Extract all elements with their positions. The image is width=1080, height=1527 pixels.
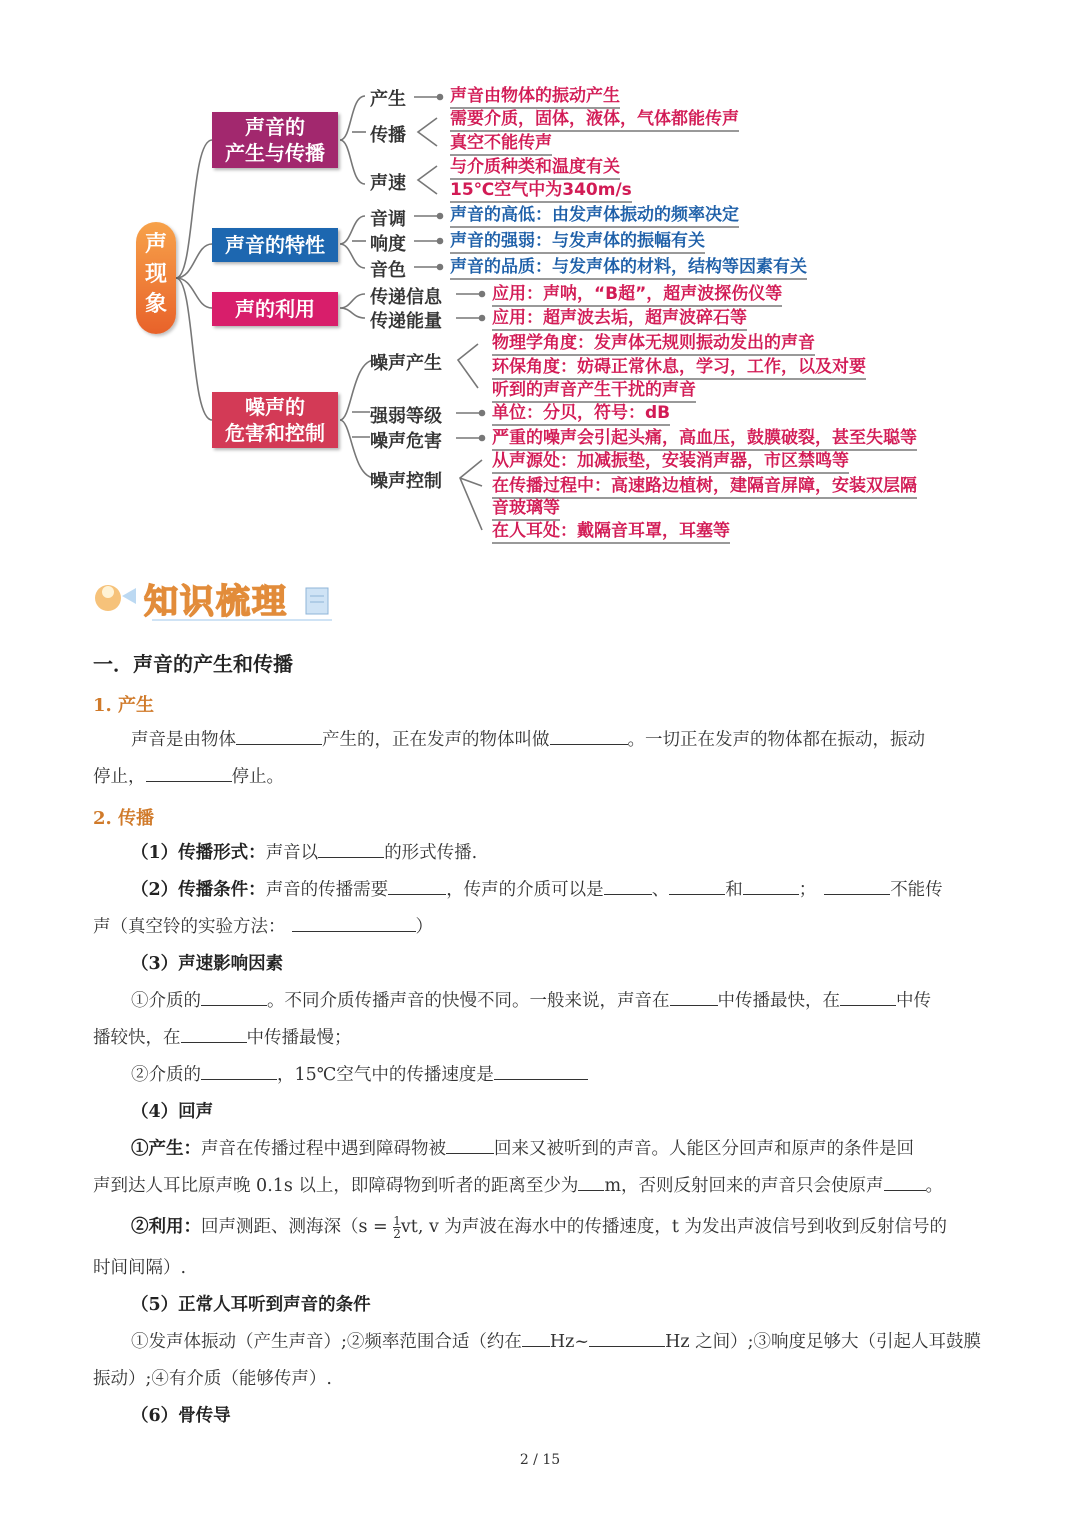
text: 和: [725, 880, 743, 900]
text: 产生的，正在发声的物体叫做: [322, 730, 550, 750]
fill-blank[interactable]: [494, 1063, 588, 1080]
text: 。一切正在发声的物体都在振动，振动: [627, 730, 925, 750]
leaf: 声音的强弱：与发声体的振幅有关: [450, 231, 705, 254]
text: ，15℃空气中的传播速度是: [277, 1065, 494, 1085]
leaf: 真空不能传声: [450, 133, 552, 156]
fill-blank[interactable]: [388, 878, 446, 895]
paragraph-line: [131, 1131, 914, 1168]
text: 停止，: [93, 767, 146, 787]
category-line: 产生与传播: [225, 141, 325, 165]
category-line: 危害和控制: [225, 421, 325, 445]
leaf: 在传播过程中：高速路边植树，建隔音屏障，安装双层隔: [492, 476, 917, 499]
category-noise: [212, 392, 338, 448]
text: m，否则反射回来的声音只会使原声: [604, 1176, 884, 1196]
leaf: 15℃空气中为340m/s: [450, 180, 632, 203]
item-label: ①产生：: [131, 1139, 201, 1159]
sub-noise-control: 噪声控制: [370, 471, 442, 492]
fill-blank[interactable]: [550, 728, 628, 745]
text: Hz~: [549, 1332, 590, 1352]
fill-blank[interactable]: [318, 841, 384, 858]
fill-blank[interactable]: [181, 1026, 247, 1043]
sub-timbre: 音色: [370, 260, 406, 281]
text: 、: [651, 880, 670, 900]
subsection-title-production: 1. 产生: [93, 695, 155, 716]
leaf: 严重的噪声会引起头痛，高血压，鼓膜破裂，甚至失聪等: [492, 428, 917, 451]
item-label: ②利用：: [131, 1217, 201, 1237]
category-characteristics: [212, 228, 338, 262]
category-line: 噪声的: [245, 395, 305, 419]
fill-blank[interactable]: [670, 989, 718, 1006]
fill-blank[interactable]: [824, 878, 890, 895]
sub-noise-source: 噪声产生: [370, 353, 442, 374]
leaf: 应用：声呐，“B超”，超声波探伤仪等: [492, 284, 782, 307]
text: 声音的传播需要: [265, 880, 389, 900]
leaf: 需要介质，固体，液体，气体都能传声: [450, 109, 739, 132]
fill-blank[interactable]: [201, 1063, 277, 1080]
sub-loudness: 响度: [370, 234, 406, 255]
leaf: 音玻璃等: [492, 498, 560, 521]
text: 播较快，在: [93, 1028, 181, 1048]
paragraph-line: [131, 983, 931, 1020]
fill-blank[interactable]: [292, 915, 416, 932]
sub-energy: 传递能量: [370, 311, 442, 332]
text: 不能传: [890, 880, 943, 900]
paragraph-line: [131, 1209, 947, 1246]
text: 回声测距、测海深（s =: [201, 1217, 394, 1237]
fill-blank[interactable]: [201, 989, 267, 1006]
sub-info: 传递信息: [370, 287, 442, 308]
fill-blank[interactable]: [604, 878, 652, 895]
item-label: （3）声速影响因素: [131, 954, 284, 974]
page-number: 2 / 15: [519, 1452, 561, 1468]
subsection-title-propagation: 2. 传播: [93, 808, 155, 829]
sub-propagation: 传播: [370, 125, 406, 146]
text: 的形式传播.: [384, 843, 478, 863]
sub-pitch: 音调: [370, 209, 406, 230]
fill-blank[interactable]: [522, 1330, 550, 1347]
text: 声音在传播过程中遇到障碍物被: [201, 1139, 446, 1159]
text: 中传播最慢；: [246, 1028, 352, 1048]
text: 中传: [896, 991, 931, 1011]
section-heading: 一．声音的产生和传播: [93, 652, 293, 676]
paragraph-line: [131, 835, 477, 872]
fill-blank[interactable]: [446, 1137, 494, 1154]
fraction-denominator: 2: [393, 1227, 401, 1241]
category-line: 声的利用: [235, 297, 315, 321]
banner-title: 知识梳理: [144, 582, 288, 622]
paragraph-line: [93, 759, 284, 796]
paragraph-line: [131, 1057, 588, 1094]
text: 。: [925, 1176, 944, 1196]
text: 停止。: [231, 767, 284, 787]
leaf: 声音的品质：与发声体的材料，结构等因素有关: [450, 257, 807, 280]
fill-blank[interactable]: [236, 728, 322, 745]
leaf: 声音由物体的振动产生: [450, 86, 620, 109]
text: 声到达人耳比原声晚 0.1s 以上，即障碍物到听者的距离至少为: [93, 1176, 579, 1196]
text: 。不同介质传播声音的快慢不同。一般来说，声音在: [267, 991, 670, 1011]
knowledge-banner: [92, 570, 342, 622]
leaf: 物理学角度：发声体无规则振动发出的声音: [492, 333, 815, 356]
fraction-numerator: 1: [393, 1214, 401, 1228]
leaf: 环保角度：妨碍正常休息，学习，工作，以及对要: [492, 357, 866, 380]
fill-blank[interactable]: [146, 765, 232, 782]
text: 声音以: [265, 843, 319, 863]
item-label: （2）传播条件：: [131, 880, 266, 900]
text: 声（真空铃的实验方法：: [93, 917, 286, 937]
paragraph-line: [93, 909, 433, 946]
paragraph-line: [131, 872, 943, 909]
text: ②介质的: [131, 1065, 201, 1085]
text: Hz 之间）;③响度足够大（引起人耳鼓膜: [665, 1332, 982, 1352]
category-uses: [212, 292, 338, 326]
text: ，传声的介质可以是: [446, 880, 604, 900]
paragraph-line: [131, 722, 925, 759]
text: vt, v 为声波在海水中的传播速度，t 为发出声波信号到收到反射信号的: [400, 1217, 948, 1237]
paragraph-line: [131, 1324, 981, 1361]
sub-speed: 声速: [370, 173, 406, 194]
fill-blank[interactable]: [589, 1330, 665, 1347]
text: 中传播最快，在: [717, 991, 840, 1011]
text: ①发声体振动（产生声音）;②频率范围合适（约在: [131, 1332, 522, 1352]
mindmap-root: [136, 222, 176, 334]
fill-blank[interactable]: [578, 1174, 604, 1191]
text: ①介质的: [131, 991, 201, 1011]
item-label: （6）骨传导: [131, 1406, 231, 1426]
leaf: 听到的声音产生干扰的声音: [492, 380, 696, 403]
root-label: 声现象: [145, 232, 168, 317]
leaf: 从声源处：加减振垫，安装消声器，市区禁鸣等: [492, 451, 849, 474]
paragraph-line: 时间间隔）.: [93, 1258, 187, 1278]
leaf: 单位：分贝，符号：dB: [492, 403, 670, 426]
category-production: [212, 112, 338, 168]
text: ；: [798, 880, 817, 900]
fill-blank[interactable]: [884, 1174, 926, 1191]
paragraph-line: [93, 1168, 943, 1205]
category-line: 声音的: [245, 115, 305, 139]
category-line: 声音的特性: [225, 233, 325, 257]
fill-blank[interactable]: [743, 878, 799, 895]
text: 声音是由物体: [131, 730, 236, 750]
leaf: 与介质种类和温度有关: [450, 157, 620, 180]
sub-production: 产生: [370, 89, 406, 110]
item-label: （1）传播形式：: [131, 843, 266, 863]
fill-blank[interactable]: [840, 989, 896, 1006]
item-label: （4）回声: [131, 1102, 214, 1122]
item-label: （5）正常人耳听到声音的条件: [131, 1295, 371, 1315]
text: 回来又被听到的声音。人能区分回声和原声的条件是回: [494, 1139, 914, 1159]
paragraph-line: [93, 1020, 352, 1057]
sub-noise-harm: 噪声危害: [370, 431, 442, 452]
sub-noise-level: 强弱等级: [370, 406, 442, 427]
leaf: 应用：超声波去垢，超声波碎石等: [492, 308, 747, 331]
leaf: 声音的高低：由发声体振动的频率决定: [450, 205, 739, 228]
fill-blank[interactable]: [669, 878, 725, 895]
leaf: 在人耳处：戴隔音耳罩，耳塞等: [492, 521, 730, 544]
text: ）: [415, 917, 433, 937]
fraction: [393, 1215, 401, 1240]
paragraph-line: 振动）;④有介质（能够传声）.: [93, 1369, 332, 1389]
